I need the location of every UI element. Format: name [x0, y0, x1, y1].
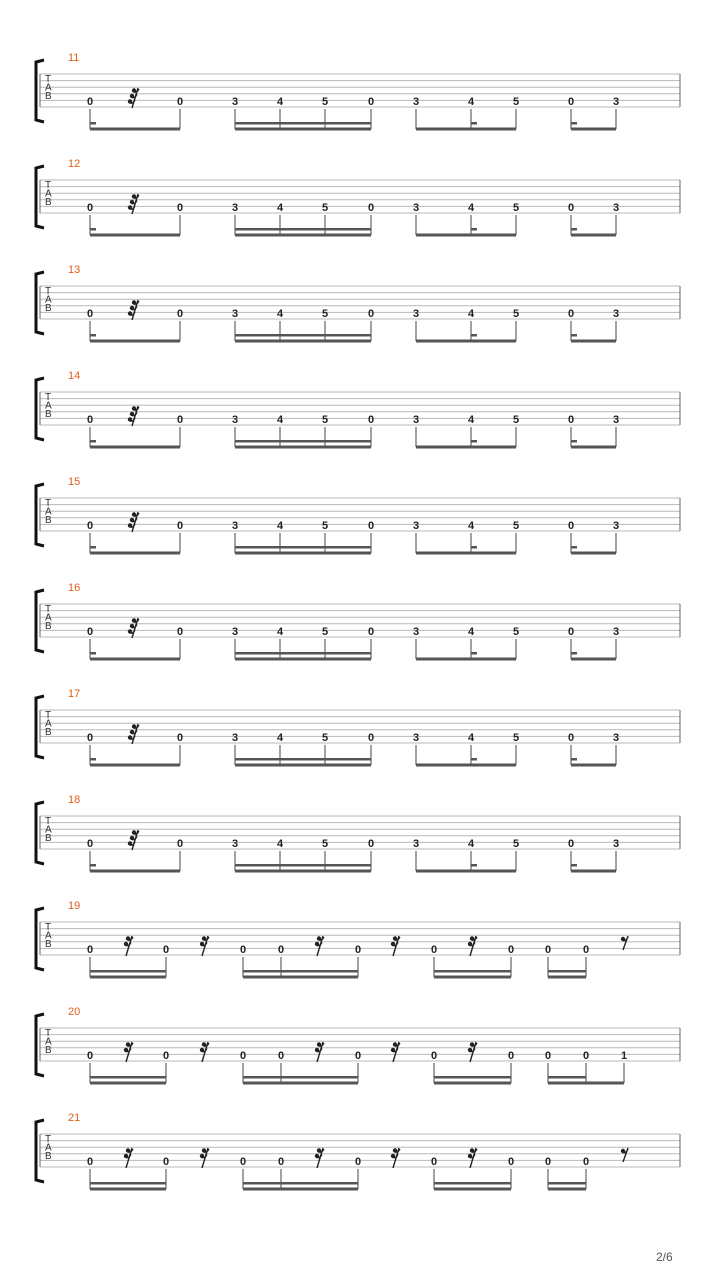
partial-beam — [90, 864, 96, 867]
tab-clef-letter: T — [45, 1134, 52, 1145]
fret-number: 0 — [430, 1050, 438, 1062]
beam — [90, 234, 180, 237]
fret-number: 4 — [276, 626, 284, 638]
beam — [243, 976, 358, 979]
fret-number: 0 — [430, 1156, 438, 1168]
fret-number: 0 — [567, 414, 575, 426]
sixteenth-rest — [315, 1042, 324, 1062]
partial-beam — [571, 334, 577, 337]
fret-number: 0 — [176, 414, 184, 426]
tab-clef-letter: A — [45, 718, 52, 730]
beam — [235, 864, 371, 867]
staff-system — [0, 158, 720, 264]
fret-number: 0 — [507, 944, 515, 956]
tab-clef-letter: A — [45, 82, 52, 94]
tab-clef-letter: B — [45, 939, 52, 950]
fret-number: 0 — [162, 1050, 170, 1062]
partial-beam — [471, 122, 477, 125]
beam — [243, 1082, 358, 1085]
tab-clef-letter: B — [45, 91, 52, 102]
partial-beam — [471, 864, 477, 867]
fret-number: 3 — [231, 414, 239, 426]
beam — [571, 552, 616, 555]
fret-number: 5 — [512, 202, 520, 214]
fret-number: 5 — [512, 520, 520, 532]
beam — [434, 1076, 511, 1079]
fret-number: 0 — [367, 626, 375, 638]
fret-number: 0 — [86, 626, 94, 638]
beam — [90, 870, 180, 873]
tab-clef-letter: T — [45, 74, 52, 85]
fret-number: 5 — [512, 308, 520, 320]
tab-clef-letter: T — [45, 604, 52, 615]
fret-number: 5 — [512, 96, 520, 108]
fret-number: 0 — [239, 1156, 247, 1168]
fret-number: 0 — [367, 202, 375, 214]
sixteenth-rest — [468, 1042, 477, 1062]
fret-number: 0 — [277, 944, 285, 956]
tab-clef-letter: A — [45, 824, 52, 836]
partial-beam — [471, 440, 477, 443]
thirtysecond-rest — [128, 406, 139, 426]
thirtysecond-rest — [128, 512, 139, 532]
fret-number: 3 — [412, 520, 420, 532]
beam — [416, 446, 516, 449]
tab-staff — [0, 900, 720, 1006]
beam — [416, 340, 516, 343]
fret-number: 0 — [86, 838, 94, 850]
measure-number: 17 — [68, 688, 81, 700]
fret-number: 3 — [231, 202, 239, 214]
fret-number: 3 — [231, 732, 239, 744]
beam — [90, 1076, 166, 1079]
staff-system — [0, 52, 720, 158]
beam — [90, 128, 180, 131]
beam — [90, 446, 180, 449]
measure-number: 13 — [68, 264, 81, 276]
measure-number: 12 — [68, 158, 81, 170]
measure-number: 16 — [68, 582, 81, 594]
fret-number: 0 — [277, 1050, 285, 1062]
beam — [235, 870, 371, 873]
partial-beam — [471, 652, 477, 655]
fret-number: 5 — [512, 838, 520, 850]
fret-number: 3 — [612, 96, 620, 108]
fret-number: 0 — [544, 1156, 552, 1168]
fret-number: 0 — [430, 944, 438, 956]
sixteenth-rest — [124, 1042, 133, 1062]
fret-number: 4 — [276, 838, 284, 850]
page-number: 2/6 — [656, 1250, 673, 1264]
fret-number: 0 — [162, 944, 170, 956]
staff-system — [0, 1112, 720, 1218]
tab-clef-letter: A — [45, 188, 52, 200]
beam — [90, 1082, 166, 1085]
beam — [571, 340, 616, 343]
fret-number: 5 — [321, 308, 329, 320]
fret-number: 3 — [612, 202, 620, 214]
staff-system — [0, 1006, 720, 1112]
fret-number: 0 — [582, 944, 590, 956]
sixteenth-rest — [124, 936, 133, 956]
beam — [548, 1182, 586, 1185]
tab-clef-letter: T — [45, 392, 52, 403]
beam — [235, 652, 371, 655]
fret-number: 4 — [467, 732, 475, 744]
fret-number: 0 — [176, 838, 184, 850]
fret-number: 3 — [231, 838, 239, 850]
measure-number: 14 — [68, 370, 81, 382]
fret-number: 5 — [321, 520, 329, 532]
fret-number: 5 — [321, 96, 329, 108]
partial-beam — [90, 652, 96, 655]
measure-number: 15 — [68, 476, 81, 488]
thirtysecond-rest — [128, 194, 139, 214]
tab-staff — [0, 158, 720, 264]
fret-number: 3 — [612, 732, 620, 744]
tab-staff — [0, 688, 720, 794]
beam — [235, 658, 371, 661]
fret-number: 0 — [567, 308, 575, 320]
beam — [571, 764, 616, 767]
tab-clef-letter: A — [45, 1036, 52, 1048]
partial-beam — [571, 228, 577, 231]
tab-clef-letter: A — [45, 1142, 52, 1154]
fret-number: 0 — [367, 414, 375, 426]
fret-number: 4 — [467, 308, 475, 320]
fret-number: 3 — [412, 626, 420, 638]
thirtysecond-rest — [128, 830, 139, 850]
beam — [235, 228, 371, 231]
fret-number: 0 — [567, 96, 575, 108]
fret-number: 3 — [231, 308, 239, 320]
beam — [548, 1076, 586, 1079]
fret-number: 3 — [412, 838, 420, 850]
fret-number: 0 — [567, 732, 575, 744]
beam — [548, 976, 586, 979]
beam — [571, 658, 616, 661]
fret-number: 0 — [176, 626, 184, 638]
beam — [90, 658, 180, 661]
beam — [243, 1182, 358, 1185]
tab-clef-letter: T — [45, 710, 52, 721]
fret-number: 0 — [354, 944, 362, 956]
fret-number: 5 — [321, 838, 329, 850]
tab-staff — [0, 1112, 720, 1218]
tab-staff — [0, 370, 720, 476]
tab-clef-letter: T — [45, 180, 52, 191]
fret-number: 0 — [86, 308, 94, 320]
beam — [416, 234, 516, 237]
partial-beam — [90, 440, 96, 443]
sixteenth-rest — [200, 936, 209, 956]
measure-number: 11 — [68, 52, 80, 64]
beam — [235, 340, 371, 343]
tab-clef-letter: B — [45, 1045, 52, 1056]
fret-number: 5 — [512, 414, 520, 426]
fret-number: 0 — [277, 1156, 285, 1168]
fret-number: 0 — [176, 308, 184, 320]
fret-number: 4 — [467, 626, 475, 638]
tab-clef-letter: T — [45, 1028, 52, 1039]
fret-number: 4 — [276, 414, 284, 426]
beam — [90, 552, 180, 555]
beam — [235, 128, 371, 131]
beam — [434, 1182, 511, 1185]
staff-system — [0, 794, 720, 900]
fret-number: 0 — [162, 1156, 170, 1168]
fret-number: 0 — [507, 1156, 515, 1168]
fret-number: 0 — [582, 1050, 590, 1062]
tab-clef-letter: T — [45, 286, 52, 297]
fret-number: 3 — [612, 520, 620, 532]
beam — [235, 234, 371, 237]
fret-number: 0 — [567, 838, 575, 850]
fret-number: 3 — [612, 626, 620, 638]
tab-clef-letter: T — [45, 498, 52, 509]
tab-clef-letter: A — [45, 612, 52, 624]
partial-beam — [90, 228, 96, 231]
tab-clef-letter: T — [45, 922, 52, 933]
fret-number: 3 — [231, 626, 239, 638]
beam — [416, 870, 516, 873]
beam — [416, 128, 516, 131]
fret-number: 0 — [544, 1050, 552, 1062]
staff-system — [0, 900, 720, 1006]
fret-number: 4 — [467, 520, 475, 532]
beam — [235, 758, 371, 761]
fret-number: 5 — [321, 202, 329, 214]
tab-clef-letter: A — [45, 930, 52, 942]
tab-clef-letter: A — [45, 506, 52, 518]
beam — [90, 340, 180, 343]
beam — [90, 1188, 166, 1191]
fret-number: 0 — [86, 732, 94, 744]
partial-beam — [571, 652, 577, 655]
fret-number: 3 — [612, 308, 620, 320]
tab-clef-letter: A — [45, 400, 52, 412]
staff-system — [0, 370, 720, 476]
sixteenth-rest — [391, 1042, 400, 1062]
fret-number: 0 — [567, 202, 575, 214]
beam — [434, 970, 511, 973]
fret-number: 0 — [367, 838, 375, 850]
thirtysecond-rest — [128, 618, 139, 638]
staff-system — [0, 264, 720, 370]
partial-beam — [571, 864, 577, 867]
tab-clef-letter: B — [45, 515, 52, 526]
beam — [416, 658, 516, 661]
beam — [416, 552, 516, 555]
sixteenth-rest — [315, 936, 324, 956]
beam — [90, 1182, 166, 1185]
partial-beam — [471, 228, 477, 231]
fret-number: 0 — [544, 944, 552, 956]
fret-number: 0 — [176, 520, 184, 532]
fret-number: 4 — [276, 520, 284, 532]
fret-number: 0 — [86, 1156, 94, 1168]
sixteenth-rest — [124, 1148, 133, 1168]
beam — [235, 546, 371, 549]
tab-staff — [0, 794, 720, 900]
tab-clef-letter: T — [45, 816, 52, 827]
fret-number: 3 — [412, 308, 420, 320]
beam — [235, 764, 371, 767]
beam — [235, 552, 371, 555]
fret-number: 0 — [176, 202, 184, 214]
partial-beam — [90, 334, 96, 337]
fret-number: 0 — [567, 626, 575, 638]
fret-number: 1 — [620, 1050, 628, 1062]
beam — [235, 440, 371, 443]
fret-number: 0 — [86, 520, 94, 532]
staff-system — [0, 476, 720, 582]
sixteenth-rest — [468, 1148, 477, 1168]
beam — [235, 446, 371, 449]
beam — [434, 1082, 511, 1085]
staff-system — [0, 582, 720, 688]
tab-staff — [0, 476, 720, 582]
fret-number: 0 — [367, 732, 375, 744]
tab-clef-letter: B — [45, 409, 52, 420]
fret-number: 0 — [567, 520, 575, 532]
fret-number: 3 — [612, 838, 620, 850]
thirtysecond-rest — [128, 88, 139, 108]
tab-clef-letter: B — [45, 727, 52, 738]
fret-number: 3 — [412, 202, 420, 214]
fret-number: 0 — [367, 96, 375, 108]
fret-number: 0 — [86, 1050, 94, 1062]
fret-number: 4 — [276, 96, 284, 108]
tab-clef-letter: B — [45, 833, 52, 844]
fret-number: 0 — [367, 308, 375, 320]
beam — [243, 970, 358, 973]
fret-number: 0 — [354, 1050, 362, 1062]
partial-beam — [90, 122, 96, 125]
fret-number: 3 — [612, 414, 620, 426]
fret-number: 4 — [276, 732, 284, 744]
beam — [548, 1082, 624, 1085]
tab-clef-letter: B — [45, 1151, 52, 1162]
beam — [416, 764, 516, 767]
beam — [243, 1076, 358, 1079]
beam — [548, 970, 586, 973]
beam — [235, 334, 371, 337]
sixteenth-rest — [391, 936, 400, 956]
partial-beam — [90, 546, 96, 549]
fret-number: 3 — [412, 96, 420, 108]
partial-beam — [571, 122, 577, 125]
partial-beam — [471, 546, 477, 549]
fret-number: 4 — [467, 96, 475, 108]
tab-clef-letter: B — [45, 621, 52, 632]
sixteenth-rest — [200, 1042, 209, 1062]
beam — [548, 1188, 586, 1191]
fret-number: 5 — [512, 626, 520, 638]
beam — [434, 976, 511, 979]
partial-beam — [471, 334, 477, 337]
thirtysecond-rest — [128, 724, 139, 744]
tab-clef-letter: B — [45, 303, 52, 314]
fret-number: 0 — [239, 1050, 247, 1062]
beam — [571, 128, 616, 131]
beam — [571, 234, 616, 237]
sixteenth-rest — [315, 1148, 324, 1168]
beam — [434, 1188, 511, 1191]
beam — [90, 970, 166, 973]
fret-number: 0 — [86, 202, 94, 214]
tab-staff — [0, 264, 720, 370]
tab-clef-letter: B — [45, 197, 52, 208]
tab-staff — [0, 52, 720, 158]
thirtysecond-rest — [128, 300, 139, 320]
beam — [571, 870, 616, 873]
measure-number: 18 — [68, 794, 81, 806]
beam — [90, 764, 180, 767]
measure-number: 19 — [68, 900, 81, 912]
fret-number: 0 — [582, 1156, 590, 1168]
fret-number: 5 — [321, 732, 329, 744]
sixteenth-rest — [200, 1148, 209, 1168]
fret-number: 3 — [231, 96, 239, 108]
partial-beam — [571, 440, 577, 443]
fret-number: 0 — [354, 1156, 362, 1168]
partial-beam — [571, 546, 577, 549]
fret-number: 3 — [231, 520, 239, 532]
fret-number: 4 — [467, 838, 475, 850]
fret-number: 5 — [512, 732, 520, 744]
measure-number: 20 — [68, 1006, 81, 1018]
fret-number: 0 — [507, 1050, 515, 1062]
sixteenth-rest — [468, 936, 477, 956]
fret-number: 4 — [467, 202, 475, 214]
beam — [571, 446, 616, 449]
fret-number: 0 — [176, 732, 184, 744]
tab-staff — [0, 582, 720, 688]
fret-number: 0 — [176, 96, 184, 108]
partial-beam — [471, 758, 477, 761]
fret-number: 4 — [467, 414, 475, 426]
partial-beam — [571, 758, 577, 761]
fret-number: 0 — [239, 944, 247, 956]
measure-number: 21 — [68, 1112, 81, 1124]
beam — [235, 122, 371, 125]
beam — [90, 976, 166, 979]
fret-number: 5 — [321, 414, 329, 426]
fret-number: 3 — [412, 414, 420, 426]
tab-staff — [0, 1006, 720, 1112]
fret-number: 0 — [86, 414, 94, 426]
fret-number: 0 — [367, 520, 375, 532]
fret-number: 4 — [276, 202, 284, 214]
fret-number: 5 — [321, 626, 329, 638]
beam — [243, 1188, 358, 1191]
tab-clef-letter: A — [45, 294, 52, 306]
staff-system — [0, 688, 720, 794]
fret-number: 0 — [86, 96, 94, 108]
fret-number: 0 — [86, 944, 94, 956]
sixteenth-rest — [391, 1148, 400, 1168]
partial-beam — [90, 758, 96, 761]
fret-number: 3 — [412, 732, 420, 744]
fret-number: 4 — [276, 308, 284, 320]
